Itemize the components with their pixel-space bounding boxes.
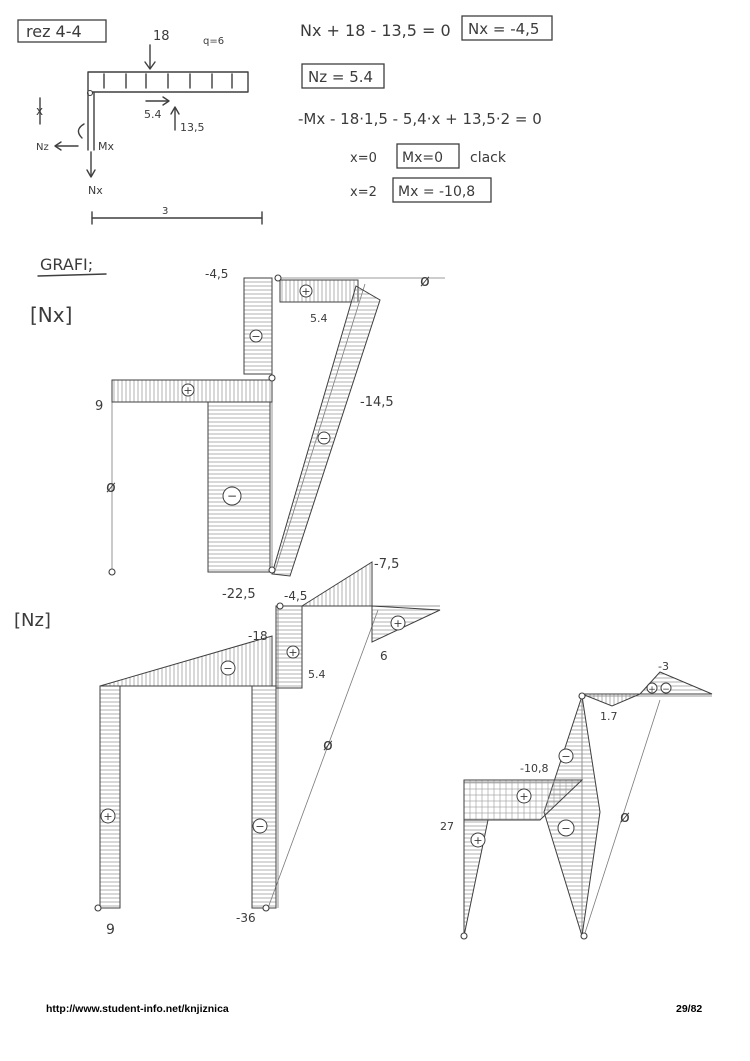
- nz-value-7: -36: [236, 911, 256, 925]
- diagram-m: [440, 660, 712, 939]
- sign-minus-4: −: [223, 662, 233, 675]
- sign-plus-4: +: [393, 617, 403, 630]
- equation-3: -Mx - 18·1,5 - 5,4·x + 13,5·2 = 0: [298, 110, 542, 128]
- equation-1-result: Nx = -4,5: [468, 20, 540, 38]
- sign-minus-3: −: [319, 432, 329, 445]
- nx-value-5: -22,5: [222, 587, 256, 602]
- sign-plus-6: +: [648, 685, 656, 695]
- diagram-nx-label: [Nx]: [30, 303, 73, 327]
- equation-4-condition: x=0: [350, 151, 377, 166]
- sign-plus-7: +: [519, 790, 529, 803]
- sign-plus-5: +: [103, 810, 113, 823]
- sign-plus-3: +: [288, 646, 298, 659]
- nz-label: Nz: [36, 142, 49, 153]
- distributed-load-arrows: [104, 74, 232, 88]
- m-value-4: 27: [440, 820, 454, 833]
- sign-plus-2: +: [183, 384, 193, 397]
- nz-value-2: -4,5: [284, 589, 308, 603]
- equation-5-condition: x=2: [350, 185, 377, 200]
- moment-label: Mx: [98, 140, 115, 153]
- span-label: 3: [162, 206, 169, 217]
- m-value-2: 1.7: [600, 710, 618, 723]
- equation-4-note: clack: [470, 150, 506, 166]
- nz-zero-mark: ø: [323, 735, 333, 754]
- free-body-sketch: [36, 29, 262, 224]
- diagram-nz-label: [Nz]: [14, 610, 51, 631]
- section-title: rez 4-4: [26, 22, 82, 41]
- m-value-1: -3: [658, 660, 669, 673]
- nz-value-1: -7,5: [374, 557, 400, 572]
- force-small-label: 5.4: [144, 108, 162, 121]
- sign-plus-1: +: [301, 285, 311, 298]
- footer-url[interactable]: http://www.student-info.net/knjiznica: [46, 1003, 229, 1015]
- equation-5-result: Mx = -10,8: [398, 184, 476, 200]
- nz-value-3: -18: [248, 629, 268, 643]
- nx-value-1: -4,5: [205, 267, 229, 281]
- sign-minus-1: −: [251, 330, 261, 343]
- m-zero-mark: ø: [620, 807, 630, 826]
- equation-2-result: Nz = 5.4: [308, 68, 374, 86]
- sign-minus-6: −: [662, 685, 670, 695]
- sign-minus-7: −: [561, 750, 571, 763]
- load-distributed-label: q=6: [203, 36, 225, 47]
- nx-zero-mark-2: ø: [106, 477, 116, 496]
- nx-value-4: -14,5: [360, 395, 394, 410]
- section-title-block: [18, 20, 106, 42]
- diagram-nx: [30, 267, 445, 602]
- footer-page-number: 29/82: [676, 1003, 703, 1015]
- m-value-3: -10,8: [520, 762, 549, 775]
- load-point-label: 18: [153, 29, 170, 44]
- nz-value-5: 6: [380, 649, 388, 663]
- force-reaction-label: 13,5: [180, 121, 205, 134]
- nz-value-6: 9: [106, 922, 115, 938]
- nx-label: Nx: [88, 184, 103, 197]
- nx-value-2: 5.4: [310, 312, 328, 325]
- nx-value-3: 9: [95, 399, 104, 414]
- sign-minus-2: −: [226, 489, 238, 503]
- nz-value-4: 5.4: [308, 668, 326, 681]
- sign-plus-8: +: [473, 834, 483, 847]
- diagram-nz: [14, 557, 440, 938]
- equation-1: Nx + 18 - 13,5 = 0: [300, 21, 451, 40]
- equations-block: [298, 16, 552, 202]
- sign-minus-5: −: [255, 820, 265, 833]
- sign-minus-8: −: [561, 822, 571, 835]
- equation-4-result: Mx=0: [402, 150, 444, 166]
- length-x-label: x: [36, 104, 44, 118]
- grafi-label: GRAFI;: [40, 255, 94, 274]
- nx-zero-mark-1: ø: [420, 271, 430, 290]
